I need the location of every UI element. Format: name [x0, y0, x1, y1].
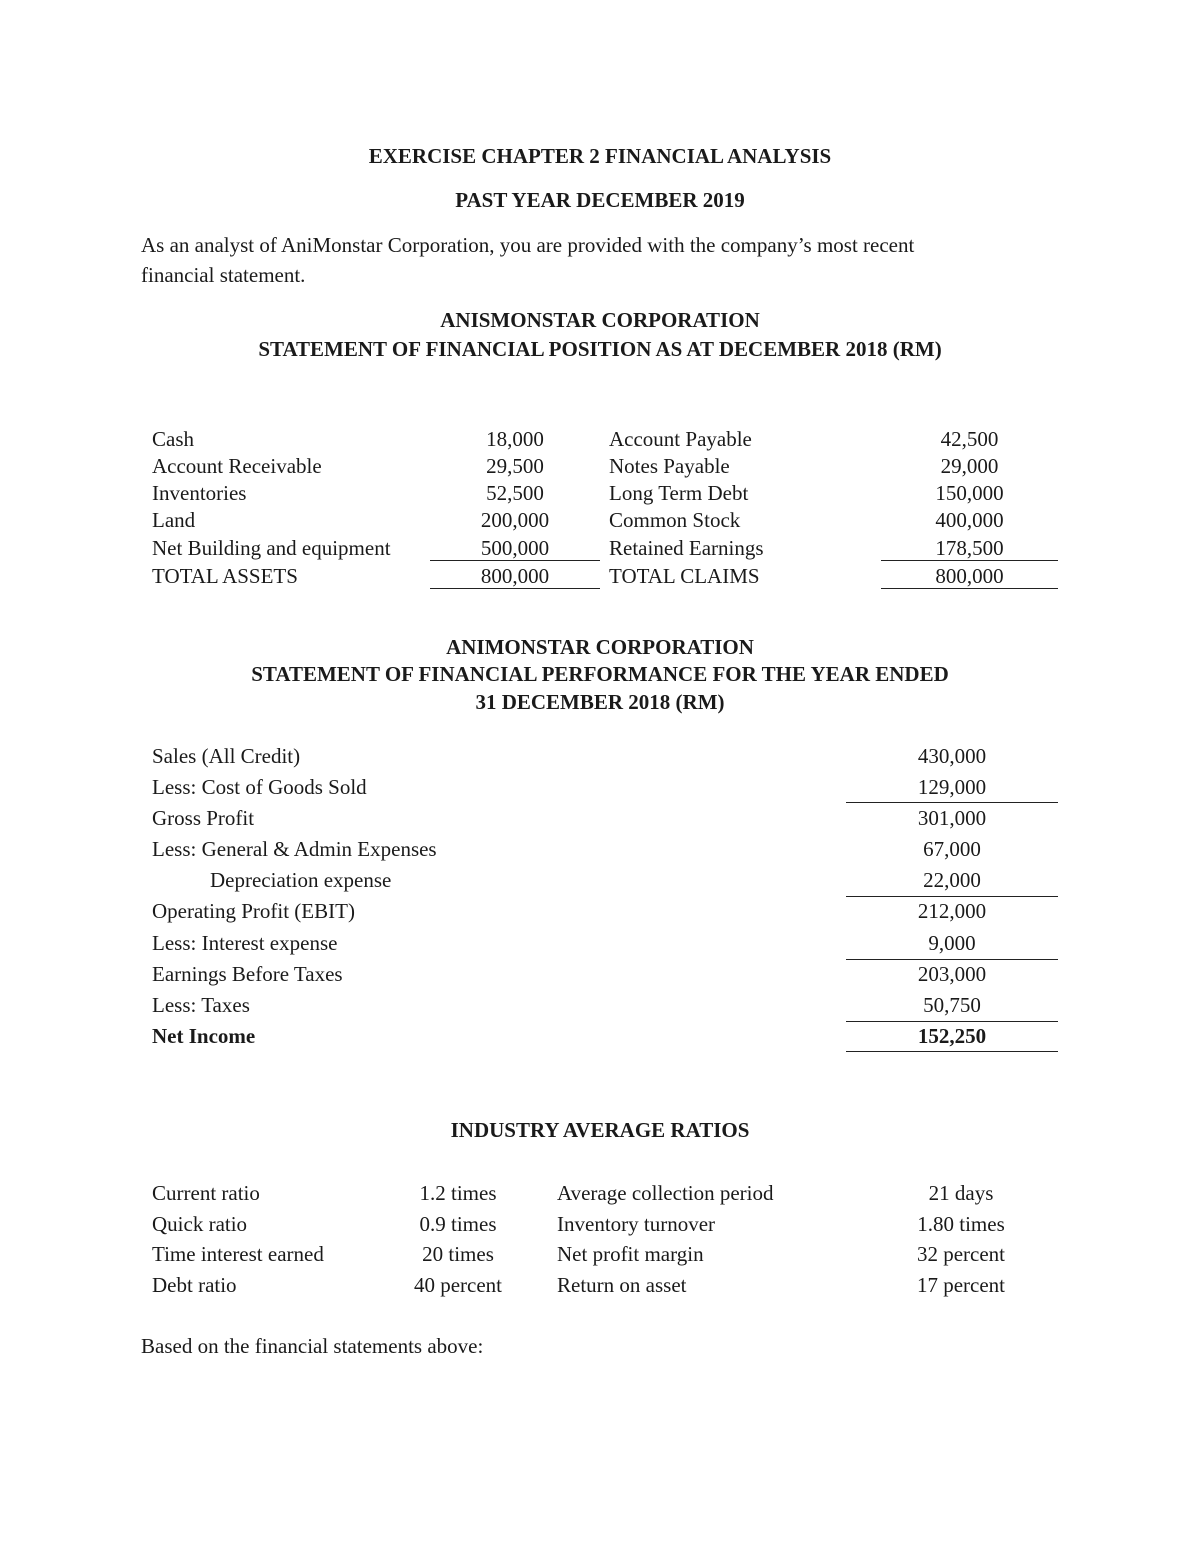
income-label: Less: Interest expense [152, 931, 338, 955]
income-value: 22,000 [923, 868, 981, 892]
claim-value: 178,500 [935, 536, 1004, 560]
ratio-label: Current ratio [152, 1181, 260, 1205]
income-value: 430,000 [917, 744, 987, 768]
ratio-label: Net profit margin [557, 1242, 704, 1266]
income-label: Less: Cost of Goods Sold [152, 775, 367, 799]
claims-total-rule [881, 588, 1058, 589]
asset-value: 29,500 [486, 454, 544, 478]
income-label: Operating Profit (EBIT) [152, 899, 355, 923]
ratio-value: 32 percent [916, 1242, 1006, 1266]
income-value: 67,000 [923, 837, 981, 861]
ratio-label: Return on asset [557, 1273, 687, 1297]
ratio-value: 1.80 times [917, 1212, 1005, 1236]
performance-title-line-1: STATEMENT OF FINANCIAL PERFORMANCE FOR THE YEAR ENDED [251, 662, 949, 686]
claim-value: 150,000 [935, 481, 1004, 505]
income-label: Less: General & Admin Expenses [152, 837, 437, 861]
assets-subtotal-rule [430, 560, 600, 561]
claim-label: Long Term Debt [609, 481, 749, 505]
net-income-label: Net Income [152, 1024, 256, 1048]
income-label: Gross Profit [152, 806, 255, 830]
asset-value: 500,000 [480, 536, 550, 560]
document-title: EXERCISE CHAPTER 2 FINANCIAL ANALYSIS [368, 144, 832, 168]
income-value: 9,000 [928, 931, 976, 955]
ratios-title: INDUSTRY AVERAGE RATIOS [450, 1118, 750, 1142]
income-value: 203,000 [917, 962, 987, 986]
claim-value: 400,000 [935, 508, 1004, 532]
asset-label: Cash [152, 427, 194, 451]
asset-label: Net Building and equipment [152, 536, 391, 560]
net-income-bottom-rule [846, 1051, 1058, 1052]
ratio-label: Average collection period [557, 1181, 774, 1205]
document-subtitle: PAST YEAR DECEMBER 2019 [455, 188, 745, 212]
ratio-label: Inventory turnover [557, 1212, 716, 1236]
asset-value: 52,500 [486, 481, 544, 505]
intro-line-2: financial statement. [141, 263, 306, 287]
footer-text: Based on the financial statements above: [141, 1334, 484, 1358]
total-assets-value: 800,000 [480, 564, 550, 588]
income-label: Sales (All Credit) [152, 744, 301, 768]
income-value: 301,000 [917, 806, 987, 830]
assets-total-rule [430, 588, 600, 589]
claim-value: 29,000 [940, 454, 999, 478]
position-title: STATEMENT OF FINANCIAL POSITION AS AT DECEMBER 2018 (RM) [258, 337, 942, 361]
ratio-value: 21 days [928, 1181, 994, 1205]
asset-label: Inventories [152, 481, 247, 505]
asset-label: Land [152, 508, 196, 532]
income-label: Earnings Before Taxes [152, 962, 343, 986]
intro-line-1: As an analyst of AniMonstar Corporation, you are provided with the company’s most recent [141, 233, 915, 257]
gross-profit-rule [846, 802, 1058, 803]
ebt-rule [846, 959, 1058, 960]
claim-label: Account Payable [609, 427, 752, 451]
income-value: 212,000 [917, 899, 987, 923]
claim-value: 42,500 [940, 427, 999, 451]
claim-label: Retained Earnings [609, 536, 764, 560]
asset-value: 200,000 [480, 508, 550, 532]
ratio-label: Time interest earned [152, 1242, 324, 1266]
claim-label: Notes Payable [609, 454, 730, 478]
performance-title-line-2: 31 DECEMBER 2018 (RM) [475, 690, 725, 714]
total-claims-label: TOTAL CLAIMS [609, 564, 760, 588]
net-income-value: 152,250 [917, 1024, 987, 1048]
ratio-value: 17 percent [916, 1273, 1006, 1297]
net-income-top-rule [846, 1021, 1058, 1022]
ratio-value: 0.9 times [419, 1212, 497, 1236]
ratio-value: 40 percent [413, 1273, 503, 1297]
ebit-rule [846, 896, 1058, 897]
claims-subtotal-rule [881, 560, 1058, 561]
ratio-label: Quick ratio [152, 1212, 248, 1236]
ratio-value: 20 times [422, 1242, 494, 1266]
performance-company: ANIMONSTAR CORPORATION [446, 635, 754, 659]
ratio-value: 1.2 times [419, 1181, 497, 1205]
total-claims-value: 800,000 [935, 564, 1004, 588]
asset-value: 18,000 [486, 427, 544, 451]
income-label: Depreciation expense [210, 868, 392, 892]
income-value: 129,000 [917, 775, 987, 799]
position-company: ANISMONSTAR CORPORATION [440, 308, 760, 332]
total-assets-label: TOTAL ASSETS [152, 564, 298, 588]
income-label: Less: Taxes [152, 993, 250, 1017]
income-value: 50,750 [923, 993, 981, 1017]
asset-label: Account Receivable [152, 454, 322, 478]
claim-label: Common Stock [609, 508, 741, 532]
ratio-label: Debt ratio [152, 1273, 237, 1297]
